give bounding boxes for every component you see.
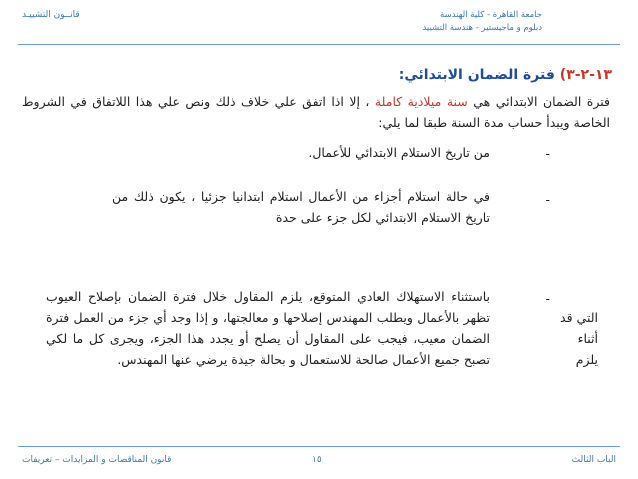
list-item-2: في حالة استلام أجزاء من الأعمال استلام ابتدانيا جزئيا ، يكون ذلك من تاريخ الاستلام الابتدائي لكل جزء على حدة [112, 189, 490, 225]
section-title-text: فترة الضمان الابتدائي: [398, 67, 555, 83]
list-item-1: من تاريخ الاستلام الابتدائي للأعمال. [308, 145, 490, 160]
footer-law-title: قانون المناقصات و المزايدات – تعريفات [22, 455, 172, 465]
section-number: ١٣-٢-٣) [559, 67, 612, 83]
side-word-2: أثناء [577, 331, 598, 346]
intro-part-2: ، إلا اذا اتفق علي خلاف ذلك ونص علي هذا اللاتفاق في الشروط الخاصة ويبدأ حساب مدة السنة طبقا لما يلي: [22, 94, 610, 130]
footer-divider [18, 446, 620, 447]
header-institution: جامعة القاهرة - كلية الهندسة [440, 10, 542, 20]
intro-highlight: سنة ميلادية كاملة [374, 94, 468, 109]
bullet-1: - [545, 146, 550, 161]
footer-chapter: الباب الثالث [571, 455, 616, 465]
header-course: قانــون التشييـد [22, 10, 80, 20]
side-word-3: يلزم [575, 352, 598, 367]
header-institution-block [342, 9, 542, 35]
footer-page-number: ١٥ [312, 455, 322, 465]
header-divider [18, 44, 620, 45]
bullet-2: - [545, 192, 550, 207]
intro-part-1: فترة الضمان الابتدائي هي [467, 94, 610, 109]
header-program: دبلوم و ماجيستير - هندسة التشييد [422, 23, 542, 33]
list-item-3: باستثناء الاستهلاك العادي المتوقع، يلزم المقاول خلال فترة الضمان بإصلاح العيوب تظهر بالأعمال ويطلب المهندس إصلاحها و معالجتها، و إذا وجد أي جزء من العمل فترة الضمان معيب، فيجب على المقاول أن يصلح أو يجدد هذا الجزء، ويجرى كل ما لكي تصبح جميع الأعمال صالحة للاستعمال و بحالة جيدة يرضي عنها المهندس. [46, 289, 490, 367]
bullet-3: - [545, 291, 550, 306]
header-bar [0, 0, 638, 45]
side-word-1: التي قد [560, 310, 598, 325]
section-title [399, 67, 612, 83]
intro-paragraph [22, 91, 610, 133]
